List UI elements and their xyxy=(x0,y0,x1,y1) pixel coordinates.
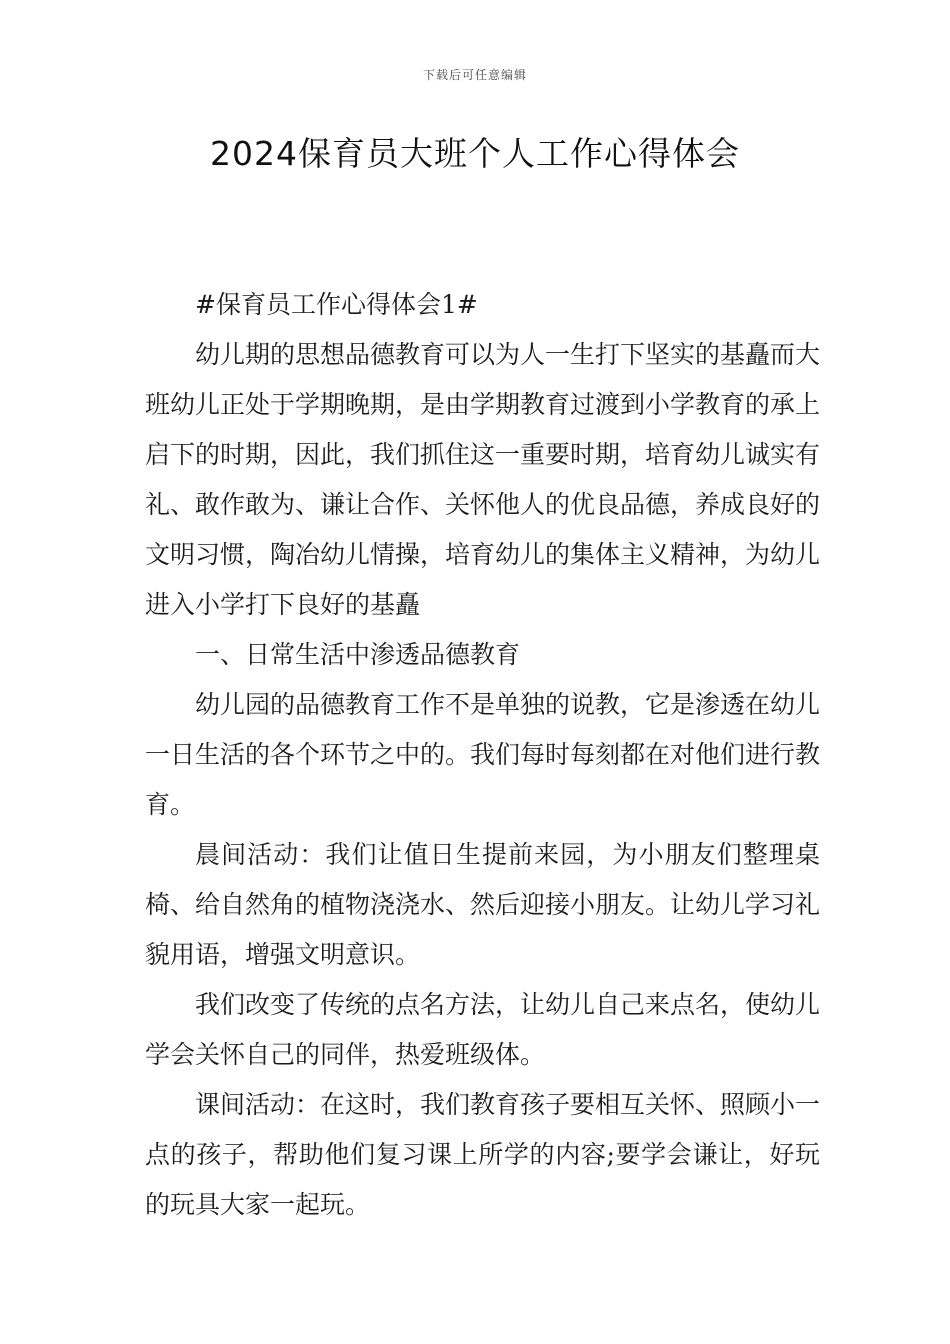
document-body xyxy=(145,280,820,1230)
section-heading-1: #保育员工作心得体会1# xyxy=(195,290,478,319)
paragraph: 我们改变了传统的点名方法，让幼儿自己来点名，使幼儿学会关怀自己的同伴，热爱班级体。 xyxy=(145,990,821,1069)
paragraph: 晨间活动：我们让值日生提前来园，为小朋友们整理桌椅、给自然角的植物浇浇水、然后迎接小朋友。让幼儿学习礼貌用语，增强文明意识。 xyxy=(145,840,821,969)
section-heading-2: 一、日常生活中渗透品德教育 xyxy=(195,640,521,669)
paragraph: 幼儿期的思想品德教育可以为人一生打下坚实的基矗而大班幼儿正处于学期晚期，是由学期教育过渡到小学教育的承上启下的时期，因此，我们抓住这一重要时期，培育幼儿诚实有礼、敢作敢为、谦让合作、关怀他人的优良品德，养成良好的文明习惯，陶冶幼儿情操，培育幼儿的集体主义精神，为幼儿进入小学打下良好的基矗 xyxy=(145,340,821,619)
page-header-note: 下载后可任意编辑 xyxy=(422,68,527,82)
paragraph: 课间活动：在这时，我们教育孩子要相互关怀、照顾小一点的孩子，帮助他们复习课上所学的内容;要学会谦让，好玩的玩具大家一起玩。 xyxy=(145,1090,821,1219)
paragraph: 幼儿园的品德教育工作不是单独的说教，它是渗透在幼儿一日生活的各个环节之中的。我们每时每刻都在对他们进行教育。 xyxy=(145,690,821,819)
document-title: 2024保育员大班个人工作心得体会 xyxy=(210,134,740,173)
